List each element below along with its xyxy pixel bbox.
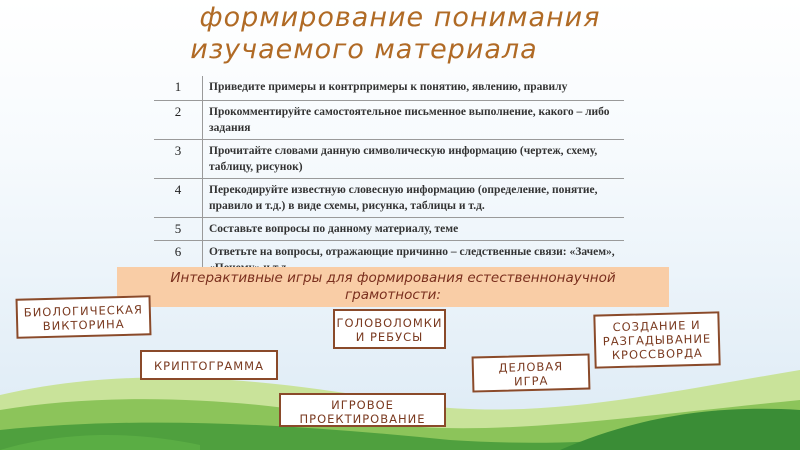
card-puzzles [333, 309, 446, 349]
card-crossword-line2: РАЗГАДЫВАНИЕ [602, 331, 712, 349]
table-row [154, 178, 624, 217]
steps-table [154, 76, 624, 279]
table-row [154, 217, 624, 240]
card-crossword-line3: КРОССВОРДА [611, 345, 704, 363]
table-row [154, 139, 624, 178]
step-number: 3 [154, 139, 203, 178]
step-text: Приведите примеры и контрпримеры к понятию, явлению, правилу [203, 76, 625, 100]
card-biology-quiz-line1: БИОЛОГИЧЕСКАЯ [23, 302, 144, 320]
slide-title-line1: формирование понимания [199, 2, 601, 33]
step-text: Ответьте на вопросы, отражающие причинно – следственные связи: «Зачем», [209, 245, 615, 258]
table-row [154, 76, 624, 100]
card-business-game-line1: ДЕЛОВАЯ [498, 359, 564, 375]
step-text: Составьте вопросы по данному материалу, теме [203, 217, 625, 240]
card-business-game [472, 353, 591, 392]
games-banner [117, 267, 669, 307]
step-number: 5 [154, 217, 203, 240]
banner-line1: Интерактивные игры для формирования естественнонаучной [170, 270, 616, 286]
card-puzzles-line1: ГОЛОВОЛОМКИ [336, 316, 443, 330]
step-text: Прочитайте словами данную символическую информацию (чертеж, схему, таблицу, рисунок) [203, 139, 625, 178]
step-number: 2 [154, 100, 203, 139]
card-cryptogram [140, 350, 278, 380]
card-game-design-line2: ПРОЕКТИРОВАНИЕ [299, 412, 426, 426]
banner-line2: грамотности: [345, 287, 441, 303]
step-number: 4 [154, 178, 203, 217]
step-text: Перекодируйте известную словесную информацию (определение, понятие, правило и т.д.) в виде схемы, рисунка, таблицы и т.д. [203, 178, 625, 217]
step-number: 6 [154, 240, 203, 279]
card-game-design [279, 393, 446, 427]
card-biology-quiz [15, 295, 151, 339]
table-row [154, 100, 624, 139]
card-crossword-line1: СОЗДАНИЕ И [612, 317, 701, 335]
step-text: Прокомментируйте самостоятельное письменное выполнение, какого – либо задания [203, 100, 625, 139]
card-cryptogram-label: КРИПТОГРАММА [154, 359, 264, 373]
step-number: 1 [154, 76, 203, 100]
card-crossword [593, 311, 720, 368]
slide-title-line2: изучаемого материала [190, 34, 538, 65]
card-game-design-line1: ИГРОВОЕ [331, 398, 394, 412]
card-puzzles-line2: И РЕБУСЫ [355, 330, 424, 344]
card-business-game-line2: ИГРА [513, 373, 549, 389]
card-biology-quiz-line2: ВИКТОРИНА [42, 316, 125, 334]
